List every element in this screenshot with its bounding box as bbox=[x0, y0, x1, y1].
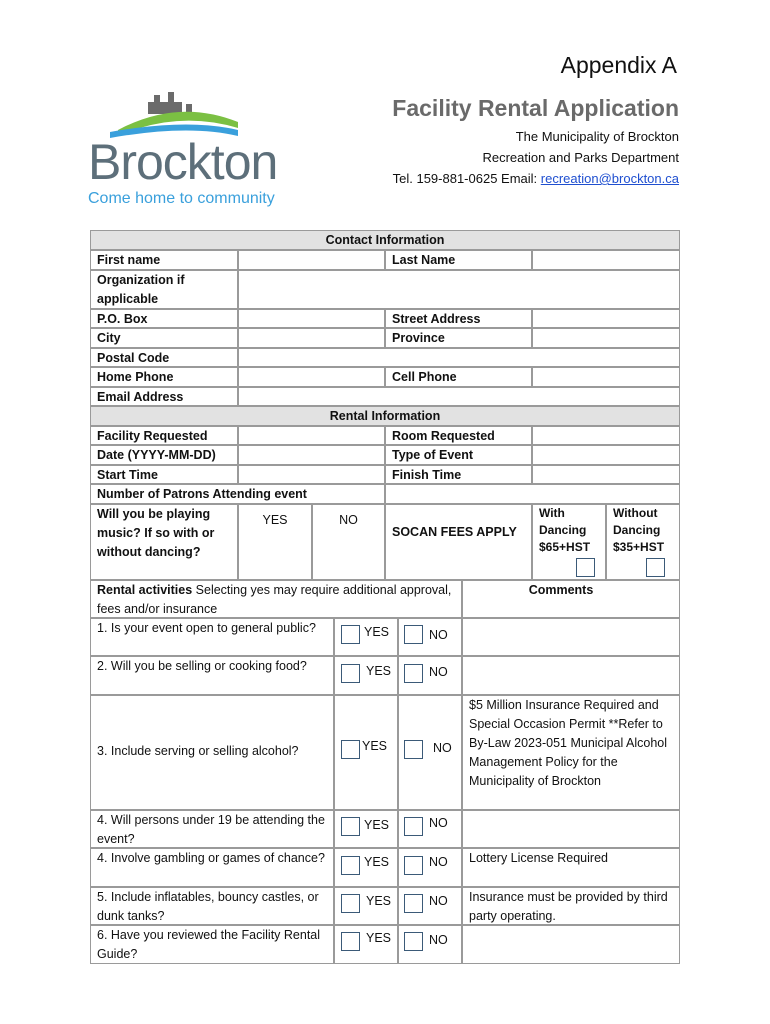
activity-yes-checkbox[interactable] bbox=[341, 664, 360, 683]
activity-no-checkbox[interactable] bbox=[404, 856, 423, 875]
activity-yes-label: YES bbox=[364, 855, 390, 869]
date-label: Date (YYYY-MM-DD) bbox=[90, 445, 238, 465]
without-dancing-label: Without Dancing $35+HST bbox=[613, 506, 665, 554]
activity-question: 4. Involve gambling or games of chance? bbox=[90, 848, 334, 887]
music-no-cell[interactable] bbox=[312, 504, 385, 580]
activities-heading-bold: Rental activities bbox=[97, 583, 193, 597]
comments-heading bbox=[462, 580, 680, 618]
street-label: Street Address bbox=[385, 309, 532, 328]
event-type-field[interactable] bbox=[532, 445, 680, 465]
last-name-field[interactable] bbox=[532, 250, 680, 270]
activity-no-label: NO bbox=[429, 665, 448, 679]
activity-no-label: NO bbox=[429, 894, 448, 908]
activity-yes-label: YES bbox=[364, 818, 390, 832]
activity-comment: Insurance must be provided by third party operating. bbox=[462, 887, 680, 925]
activity-yes-label: YES bbox=[366, 664, 392, 678]
activity-yes-label: YES bbox=[364, 625, 390, 639]
activity-comment bbox=[462, 618, 680, 656]
form-title: Facility Rental Application bbox=[392, 95, 679, 121]
socan-fees: SOCAN FEES APPLY bbox=[385, 504, 532, 580]
activity-no-checkbox[interactable] bbox=[404, 625, 423, 644]
contact-phone: Tel. 159-881-0625 Email: bbox=[392, 171, 541, 186]
email-field[interactable] bbox=[238, 387, 680, 406]
organization-field[interactable] bbox=[238, 270, 680, 309]
patrons-label: Number of Patrons Attending event bbox=[90, 484, 385, 504]
city-label: City bbox=[90, 328, 238, 348]
brockton-logo bbox=[88, 90, 303, 215]
activity-yes-checkbox[interactable] bbox=[341, 817, 360, 836]
start-time-label: Start Time bbox=[90, 465, 238, 484]
activity-no-checkbox[interactable] bbox=[404, 817, 423, 836]
activity-no-checkbox[interactable] bbox=[404, 932, 423, 951]
activity-yes-label: YES bbox=[362, 739, 388, 753]
activity-no-label: NO bbox=[429, 628, 448, 642]
home-phone-label: Home Phone bbox=[90, 367, 238, 387]
activities-heading-text: Selecting yes may require additional approval, fees and/or insurance bbox=[97, 583, 452, 616]
rental-heading: Rental Information bbox=[90, 406, 680, 426]
activity-yes-checkbox[interactable] bbox=[341, 932, 360, 951]
activity-comment bbox=[462, 656, 680, 695]
activity-no-checkbox[interactable] bbox=[404, 664, 423, 683]
street-field[interactable] bbox=[532, 309, 680, 328]
postal-field[interactable] bbox=[238, 348, 680, 367]
room-field[interactable] bbox=[532, 426, 680, 445]
activity-no-label: NO bbox=[429, 933, 448, 947]
with-dancing-label: With Dancing $65+HST bbox=[539, 506, 591, 554]
music-question: Will you be playing music? If so with or without dancing? bbox=[90, 504, 238, 580]
with-dancing-checkbox[interactable] bbox=[576, 558, 595, 577]
cell-phone-field[interactable] bbox=[532, 367, 680, 387]
contact-heading: Contact Information bbox=[90, 230, 680, 250]
activity-yes-checkbox[interactable] bbox=[341, 625, 360, 644]
activity-yes-checkbox[interactable] bbox=[341, 740, 360, 759]
email-link[interactable]: recreation@brockton.ca bbox=[540, 171, 679, 186]
first-name-field[interactable] bbox=[238, 250, 385, 270]
facility-field[interactable] bbox=[238, 426, 385, 445]
logo-tagline: Come home to community bbox=[88, 190, 275, 207]
last-name-label: Last Name bbox=[385, 250, 532, 270]
activity-question: 6. Have you reviewed the Facility Rental Guide? bbox=[90, 925, 334, 964]
activity-yes-checkbox[interactable] bbox=[341, 856, 360, 875]
org-name: The Municipality of Brockton bbox=[515, 129, 679, 144]
org-contact bbox=[393, 171, 679, 186]
activity-question: 4. Will persons under 19 be attending the event? bbox=[90, 810, 334, 848]
po-box-field[interactable] bbox=[238, 309, 385, 328]
first-name-label: First name bbox=[90, 250, 238, 270]
po-box-label: P.O. Box bbox=[90, 309, 238, 328]
activities-heading bbox=[90, 580, 462, 618]
appendix-label: Appendix A bbox=[560, 52, 677, 78]
activity-question: 3. Include serving or selling alcohol? bbox=[90, 695, 334, 810]
activity-no-checkbox[interactable] bbox=[404, 894, 423, 913]
music-yes-label: YES bbox=[262, 513, 288, 527]
date-field[interactable] bbox=[238, 445, 385, 465]
postal-label: Postal Code bbox=[90, 348, 238, 367]
activity-yes-label: YES bbox=[366, 894, 392, 908]
activity-comment bbox=[462, 810, 680, 848]
organization-label: Organization if applicable bbox=[90, 270, 238, 309]
activity-comment: $5 Million Insurance Required and Special Occasion Permit **Refer to By-Law 2023-051 Municipal Alcohol Management Policy for the Municipality of Brockton bbox=[462, 695, 680, 810]
activity-question: 1. Is your event open to general public? bbox=[90, 618, 334, 656]
email-label: Email Address bbox=[90, 387, 238, 406]
without-dancing-cell bbox=[606, 504, 680, 580]
finish-time-label: Finish Time bbox=[385, 465, 532, 484]
activity-no-checkbox[interactable] bbox=[404, 740, 423, 759]
start-time-field[interactable] bbox=[238, 465, 385, 484]
province-field[interactable] bbox=[532, 328, 680, 348]
province-label: Province bbox=[385, 328, 532, 348]
activity-no-label: NO bbox=[429, 816, 448, 830]
activity-no-label: NO bbox=[429, 855, 448, 869]
room-label: Room Requested bbox=[385, 426, 532, 445]
without-dancing-checkbox[interactable] bbox=[646, 558, 665, 577]
org-department: Recreation and Parks Department bbox=[482, 150, 679, 165]
logo-wordmark: Brockton bbox=[88, 134, 278, 190]
event-type-label: Type of Event bbox=[385, 445, 532, 465]
cell-phone-label: Cell Phone bbox=[385, 367, 532, 387]
home-phone-field[interactable] bbox=[238, 367, 385, 387]
comments-label: Comments bbox=[528, 583, 594, 597]
city-field[interactable] bbox=[238, 328, 385, 348]
finish-time-field[interactable] bbox=[532, 465, 680, 484]
activity-comment: Lottery License Required bbox=[462, 848, 680, 887]
activity-yes-label: YES bbox=[366, 931, 392, 945]
activity-question: 5. Include inflatables, bouncy castles, or dunk tanks? bbox=[90, 887, 334, 925]
activity-comment bbox=[462, 925, 680, 964]
patrons-field[interactable] bbox=[385, 484, 680, 504]
activity-yes-checkbox[interactable] bbox=[341, 894, 360, 913]
music-no-label: NO bbox=[339, 513, 358, 527]
music-yes-cell[interactable] bbox=[238, 504, 312, 580]
facility-label: Facility Requested bbox=[90, 426, 238, 445]
activity-question: 2. Will you be selling or cooking food? bbox=[90, 656, 334, 695]
activity-no-label: NO bbox=[433, 741, 452, 755]
